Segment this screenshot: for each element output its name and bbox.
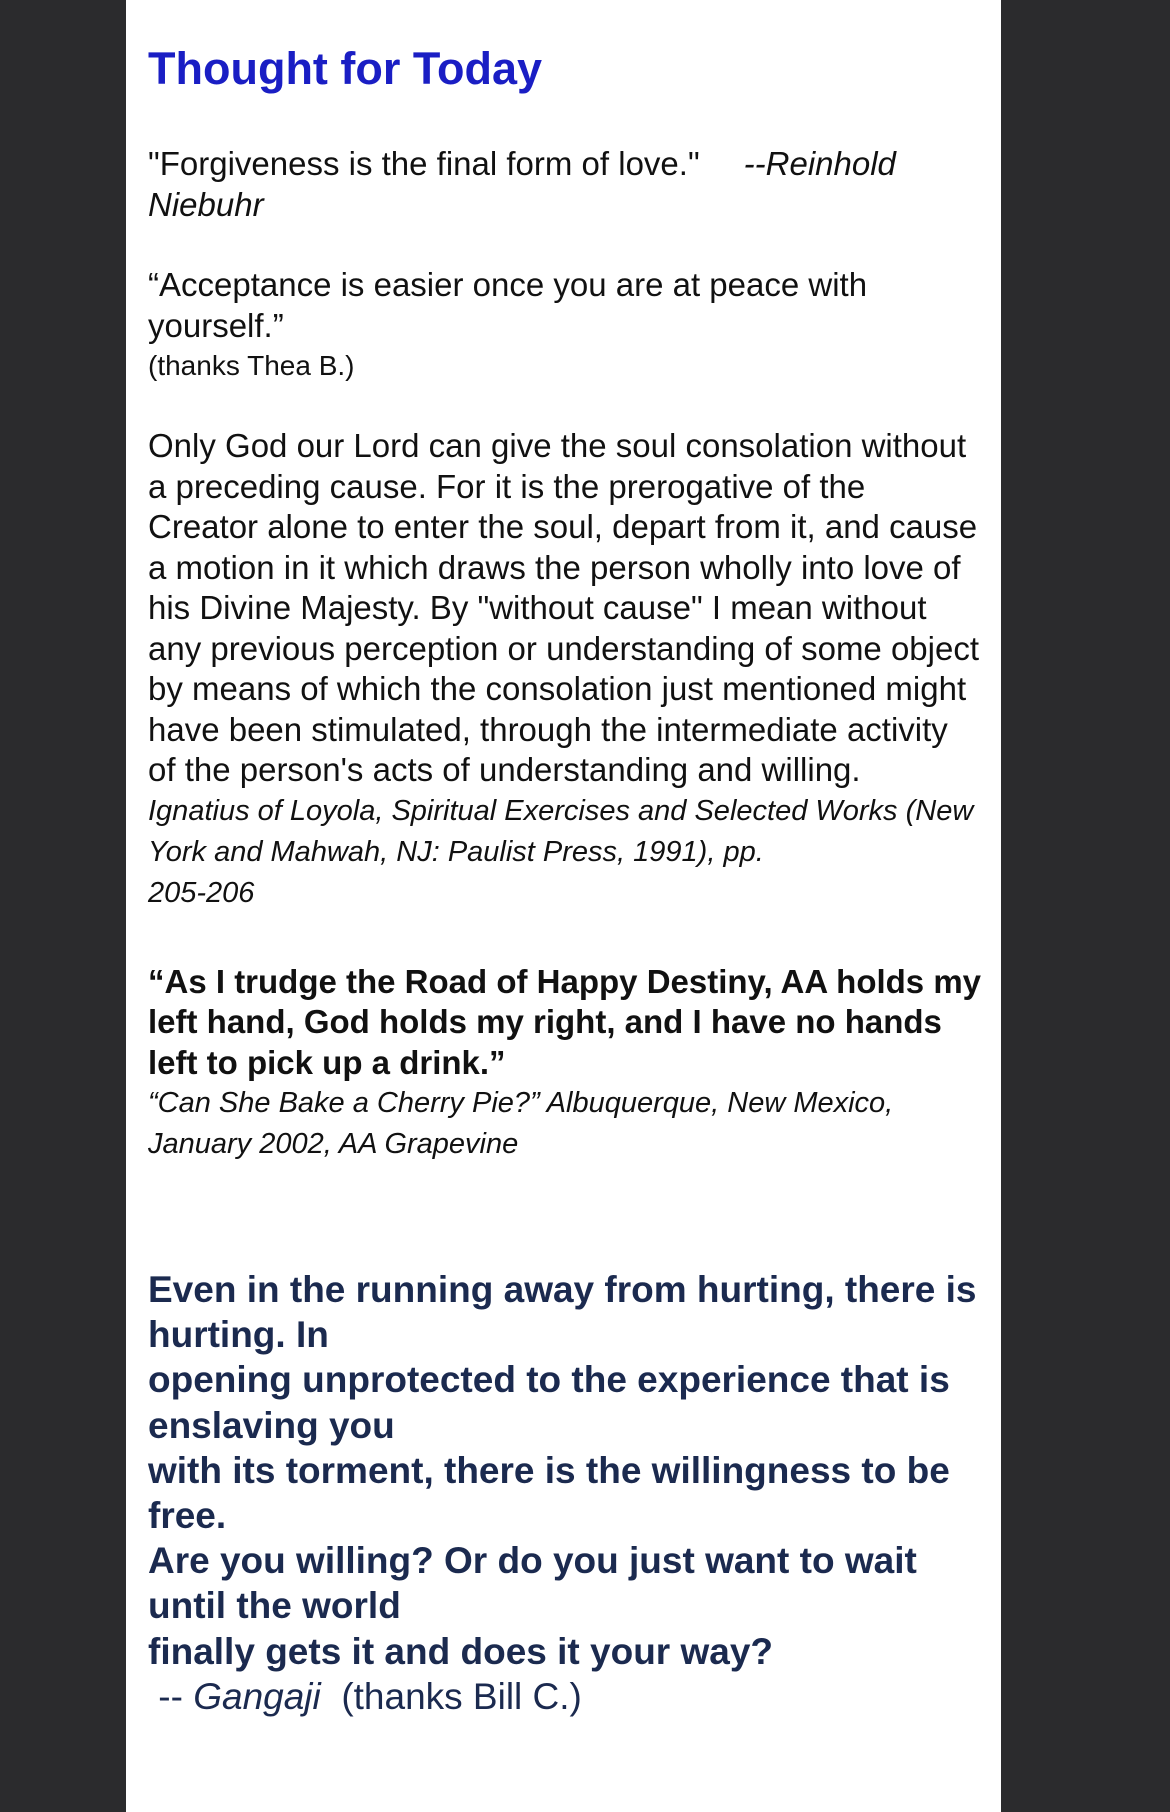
- ignatius-citation-pages: 205-206: [148, 876, 255, 909]
- niebuhr-attribution: --Reinhold Niebuhr: [148, 145, 896, 223]
- gangaji-thanks: (thanks Bill C.): [341, 1675, 582, 1717]
- niebuhr-quote-text: "Forgiveness is the final form of love.": [148, 145, 700, 182]
- ignatius-citation: Ignatius of Loyola, Spiritual Exercises and Selected Works (New York and Mahwah, NJ: Paulist Press, 1991), pp.: [148, 794, 974, 868]
- gangaji-line: Are you willing? Or do you just want to wait until the world: [148, 1540, 917, 1627]
- acceptance-quote: “Acceptance is easier once you are at peace with yourself.”: [148, 266, 868, 344]
- document-page: [126, 0, 1001, 1812]
- gangaji-quote: [148, 1267, 983, 1674]
- grapevine-quote: “As I trudge the Road of Happy Destiny, AA holds my left hand, God holds my right, and I have no hands left to pick up a drink.”: [148, 962, 982, 1081]
- document-content: [148, 40, 983, 1719]
- gangaji-line: finally gets it and does it your way?: [148, 1630, 774, 1672]
- gangaji-line: Even in the running away from hurting, there is hurting. In: [148, 1269, 977, 1356]
- ignatius-quote: Only God our Lord can give the soul consolation without a preceding cause. For it is the prerogative of the Creator alone to enter the soul, depart from it, and cause a motion in it which draws the person wholly into love of his Divine Majesty. By "without cause" I mean without any previous perception or understanding of some object by means of which the consolation just mentioned might have been stimulated, through the intermediate activity of the person's acts of understanding and willing.: [148, 427, 980, 788]
- niebuhr-quote: [148, 144, 983, 225]
- page-title: Thought for Today: [148, 43, 543, 94]
- gangaji-author: Gangaji: [193, 1675, 321, 1717]
- acceptance-thanks: (thanks Thea B.): [148, 350, 355, 381]
- gangaji-line: with its torment, there is the willingness to be free.: [148, 1449, 950, 1537]
- gangaji-dash: --: [158, 1675, 183, 1717]
- gangaji-attribution: [148, 1674, 983, 1719]
- gangaji-line: opening unprotected to the experience that is enslaving you: [148, 1359, 950, 1446]
- grapevine-citation: “Can She Bake a Cherry Pie?” Albuquerque, New Mexico, January 2002, AA Grapevine: [148, 1087, 894, 1160]
